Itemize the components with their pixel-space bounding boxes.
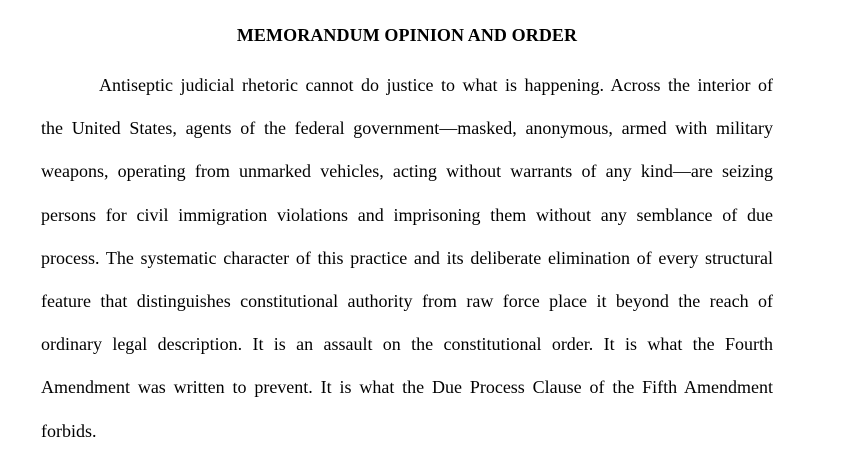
paragraph-line: persons for civil immigration violations and imprisoning them without any semblance of due <box>41 204 773 225</box>
paragraph-line: weapons, operating from unmarked vehicles, acting without warrants of any kind—are seizing <box>41 161 773 182</box>
paragraph-line: the United States, agents of the federal government—masked, anonymous, armed with military <box>41 118 773 139</box>
document-title: MEMORANDUM OPINION AND ORDER <box>236 25 578 45</box>
paragraph-line: Amendment was written to prevent. It is what the Due Process Clause of the Fifth Amendment <box>41 377 773 398</box>
paragraph-line: feature that distinguishes constitutional authority from raw force place it beyond the reach of <box>41 290 773 311</box>
paragraph-line: Antiseptic judicial rhetoric cannot do justice to what is happening. Across the interior of <box>99 75 773 95</box>
paragraph-line: ordinary legal description. It is an assault on the constitutional order. It is what the Fourth <box>41 334 773 355</box>
opinion-paragraph <box>41 74 773 463</box>
paragraph-line: forbids. <box>41 420 97 441</box>
paragraph-line: process. The systematic character of this practice and its deliberate elimination of every structural <box>41 247 773 268</box>
